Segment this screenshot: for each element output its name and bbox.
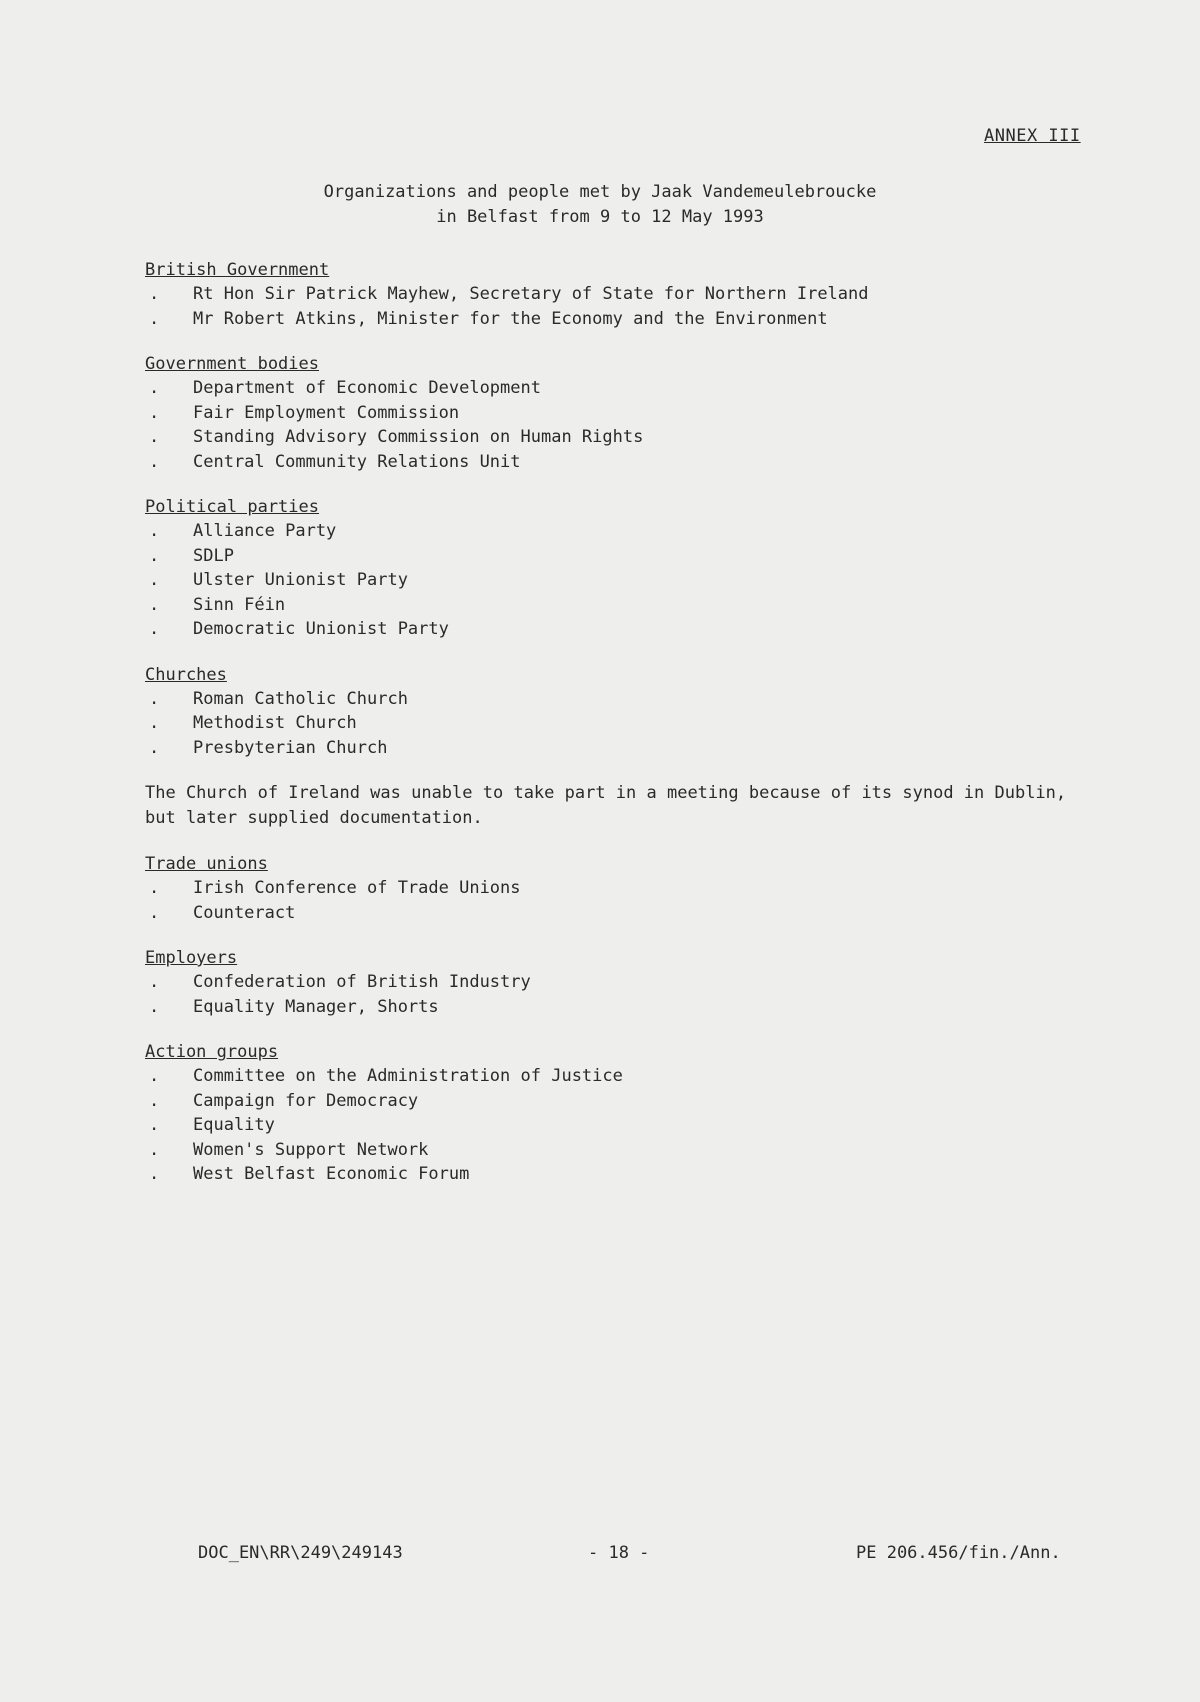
church-of-ireland-note: The Church of Ireland was unable to take part in a meeting because of its synod in Dublin, but later supplied documentation. <box>145 783 1067 828</box>
list-item: . Equality <box>145 1113 1105 1138</box>
section-government-bodies <box>145 352 1105 474</box>
list-item: . Department of Economic Development <box>145 376 1105 401</box>
list-item: . Alliance Party <box>145 519 1105 544</box>
list-item: . Equality Manager, Shorts <box>145 995 1105 1020</box>
item-list <box>145 970 1105 1019</box>
section-churches <box>145 663 1105 761</box>
section-heading: British Government <box>145 260 330 280</box>
annex-label: ANNEX III <box>984 126 1081 146</box>
list-item: . Methodist Church <box>145 711 1105 736</box>
list-item: . Presbyterian Church <box>145 736 1105 761</box>
section-action-groups <box>145 1040 1105 1187</box>
footer-pe-ref: PE 206.456/fin./Ann. <box>856 1543 1061 1563</box>
document-body <box>145 258 1105 1208</box>
section-political-parties <box>145 495 1105 642</box>
list-item: . Standing Advisory Commission on Human Rights <box>145 425 1105 450</box>
section-heading: Churches <box>145 664 227 685</box>
list-item: . Confederation of British Industry <box>145 970 1105 995</box>
list-item: . Sinn Féin <box>145 593 1105 618</box>
section-employers <box>145 946 1105 1019</box>
list-item: . West Belfast Economic Forum <box>145 1162 1105 1187</box>
list-item: . Campaign for Democracy <box>145 1089 1105 1114</box>
item-list <box>145 282 1105 331</box>
footer-page-number: - 18 - <box>588 1543 650 1563</box>
list-item: . Roman Catholic Church <box>145 687 1105 712</box>
section-trade-unions <box>145 852 1105 925</box>
section-heading: Action groups <box>145 1042 279 1062</box>
title-line-2: in Belfast from 9 to 12 May 1993 <box>436 207 764 227</box>
list-item: . Counteract <box>145 901 1105 926</box>
list-item: . Rt Hon Sir Patrick Mayhew, Secretary of State for Northern Ireland <box>145 282 1105 307</box>
item-list <box>145 1064 1105 1187</box>
item-list <box>145 519 1105 642</box>
list-item: . Central Community Relations Unit <box>145 450 1105 475</box>
list-item: . SDLP <box>145 544 1105 569</box>
list-item: . Fair Employment Commission <box>145 401 1105 426</box>
document-title <box>0 180 1200 230</box>
section-heading: Government bodies <box>145 354 319 374</box>
section-heading: Political parties <box>145 497 319 517</box>
section-heading: Trade unions <box>145 854 268 874</box>
list-item: . Ulster Unionist Party <box>145 568 1105 593</box>
list-item: . Democratic Unionist Party <box>145 617 1105 642</box>
list-item: . Irish Conference of Trade Unions <box>145 876 1105 901</box>
section-heading: Employers <box>145 948 238 968</box>
item-list <box>145 376 1105 474</box>
list-item: . Mr Robert Atkins, Minister for the Economy and the Environment <box>145 307 1105 332</box>
list-item: . Committee on the Administration of Justice <box>145 1064 1105 1089</box>
list-item: . Women's Support Network <box>145 1138 1105 1163</box>
footer-doc-ref: DOC_EN\RR\249\249143 <box>198 1543 403 1563</box>
item-list <box>145 687 1105 761</box>
item-list <box>145 876 1105 925</box>
section-british-government <box>145 258 1105 331</box>
title-line-1: Organizations and people met by Jaak Vandemeulebroucke <box>323 182 877 202</box>
